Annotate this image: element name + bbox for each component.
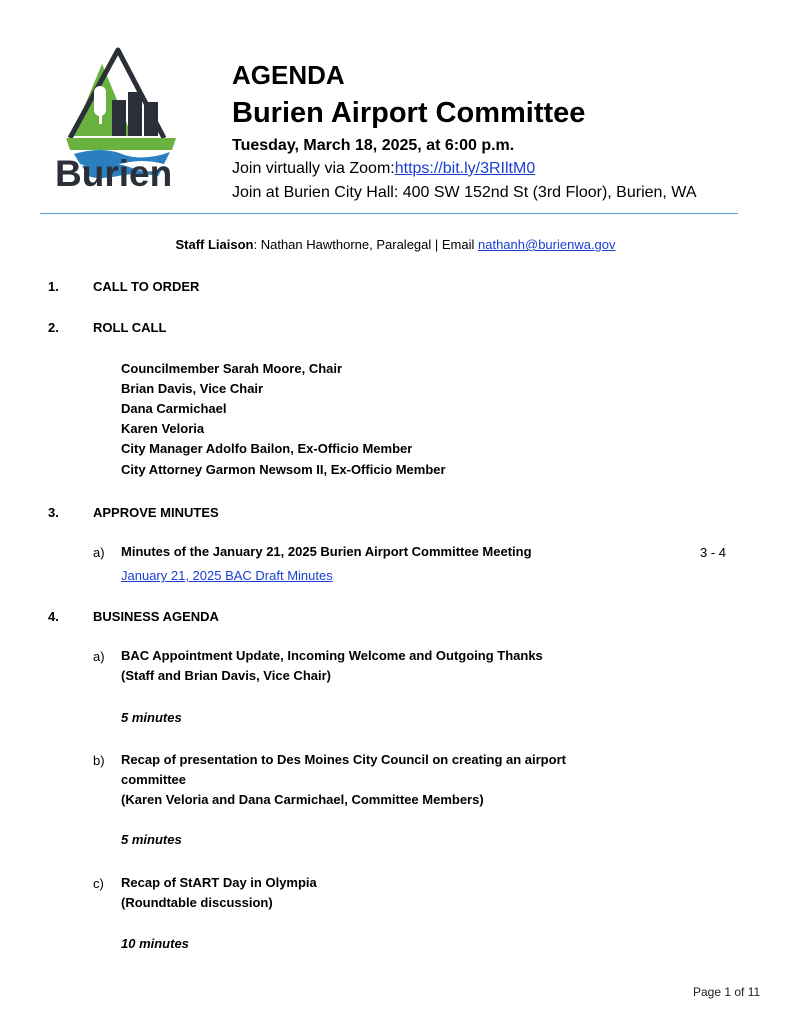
item-letter: c) — [93, 876, 104, 891]
member-item: Dana Carmichael — [121, 401, 227, 416]
member-item: City Manager Adolfo Bailon, Ex-Officio Member — [121, 441, 413, 456]
business-item-a-duration: 5 minutes — [121, 710, 182, 725]
business-item-a-line2: (Staff and Brian Davis, Vice Chair) — [121, 668, 331, 683]
section-3-number: 3. — [48, 505, 59, 520]
logo-building — [112, 100, 126, 136]
city-hall-line: Join at Burien City Hall: 400 SW 152nd St (3rd Floor), Burien, WA — [232, 184, 697, 201]
business-item-b-line3: (Karen Veloria and Dana Carmichael, Committee Members) — [121, 792, 484, 807]
business-item-c-line2: (Roundtable discussion) — [121, 895, 273, 910]
member-item: Brian Davis, Vice Chair — [121, 381, 264, 396]
committee-title: Burien Airport Committee — [232, 97, 586, 129]
logo-text: Burien — [55, 153, 173, 194]
header-divider — [40, 213, 738, 214]
page-number: Page 1 of 11 — [693, 985, 761, 999]
zoom-line — [232, 160, 535, 178]
agenda-heading: AGENDA — [232, 60, 345, 90]
business-item-c-duration: 10 minutes — [121, 936, 189, 951]
staff-text: : Nathan Hawthorne, Paralegal | Email — [253, 237, 478, 252]
business-item-a-line1: BAC Appointment Update, Incoming Welcome and Outgoing Thanks — [121, 648, 543, 663]
minutes-item-title: Minutes of the January 21, 2025 Burien Airport Committee Meeting — [121, 544, 532, 559]
staff-email-link[interactable]: nathanh@burienwa.gov — [478, 237, 616, 252]
meeting-date: Tuesday, March 18, 2025, at 6:00 p.m. — [232, 137, 515, 154]
business-item-c-line1: Recap of StART Day in Olympia — [121, 875, 317, 890]
item-letter: a) — [93, 545, 105, 560]
member-item: Councilmember Sarah Moore, Chair — [121, 361, 343, 376]
staff-liaison — [0, 237, 791, 252]
minutes-pages: 3 - 4 — [700, 545, 727, 560]
section-1-number: 1. — [48, 279, 59, 294]
staff-label: Staff Liaison — [175, 237, 254, 252]
section-4-title: BUSINESS AGENDA — [93, 609, 219, 624]
item-letter: a) — [93, 649, 105, 664]
member-item: City Attorney Garmon Newsom II, Ex-Officio Member — [121, 462, 446, 477]
zoom-link[interactable]: https://bit.ly/3RIltM0 — [394, 160, 536, 177]
section-2-number: 2. — [48, 320, 59, 335]
section-1-title: CALL TO ORDER — [93, 279, 200, 294]
member-item: Karen Veloria — [121, 421, 205, 436]
business-item-b-line1: Recap of presentation to Des Moines City Council on creating an airport — [121, 752, 566, 767]
section-2-title: ROLL CALL — [93, 320, 167, 335]
business-item-b-line2: committee — [121, 772, 187, 787]
section-3-title: APPROVE MINUTES — [93, 505, 219, 520]
item-letter: b) — [93, 753, 105, 768]
zoom-prefix: Join virtually via Zoom: — [232, 160, 395, 177]
minutes-link[interactable]: January 21, 2025 BAC Draft Minutes — [121, 568, 333, 583]
section-4-number: 4. — [48, 609, 59, 624]
business-item-b-duration: 5 minutes — [121, 832, 182, 847]
